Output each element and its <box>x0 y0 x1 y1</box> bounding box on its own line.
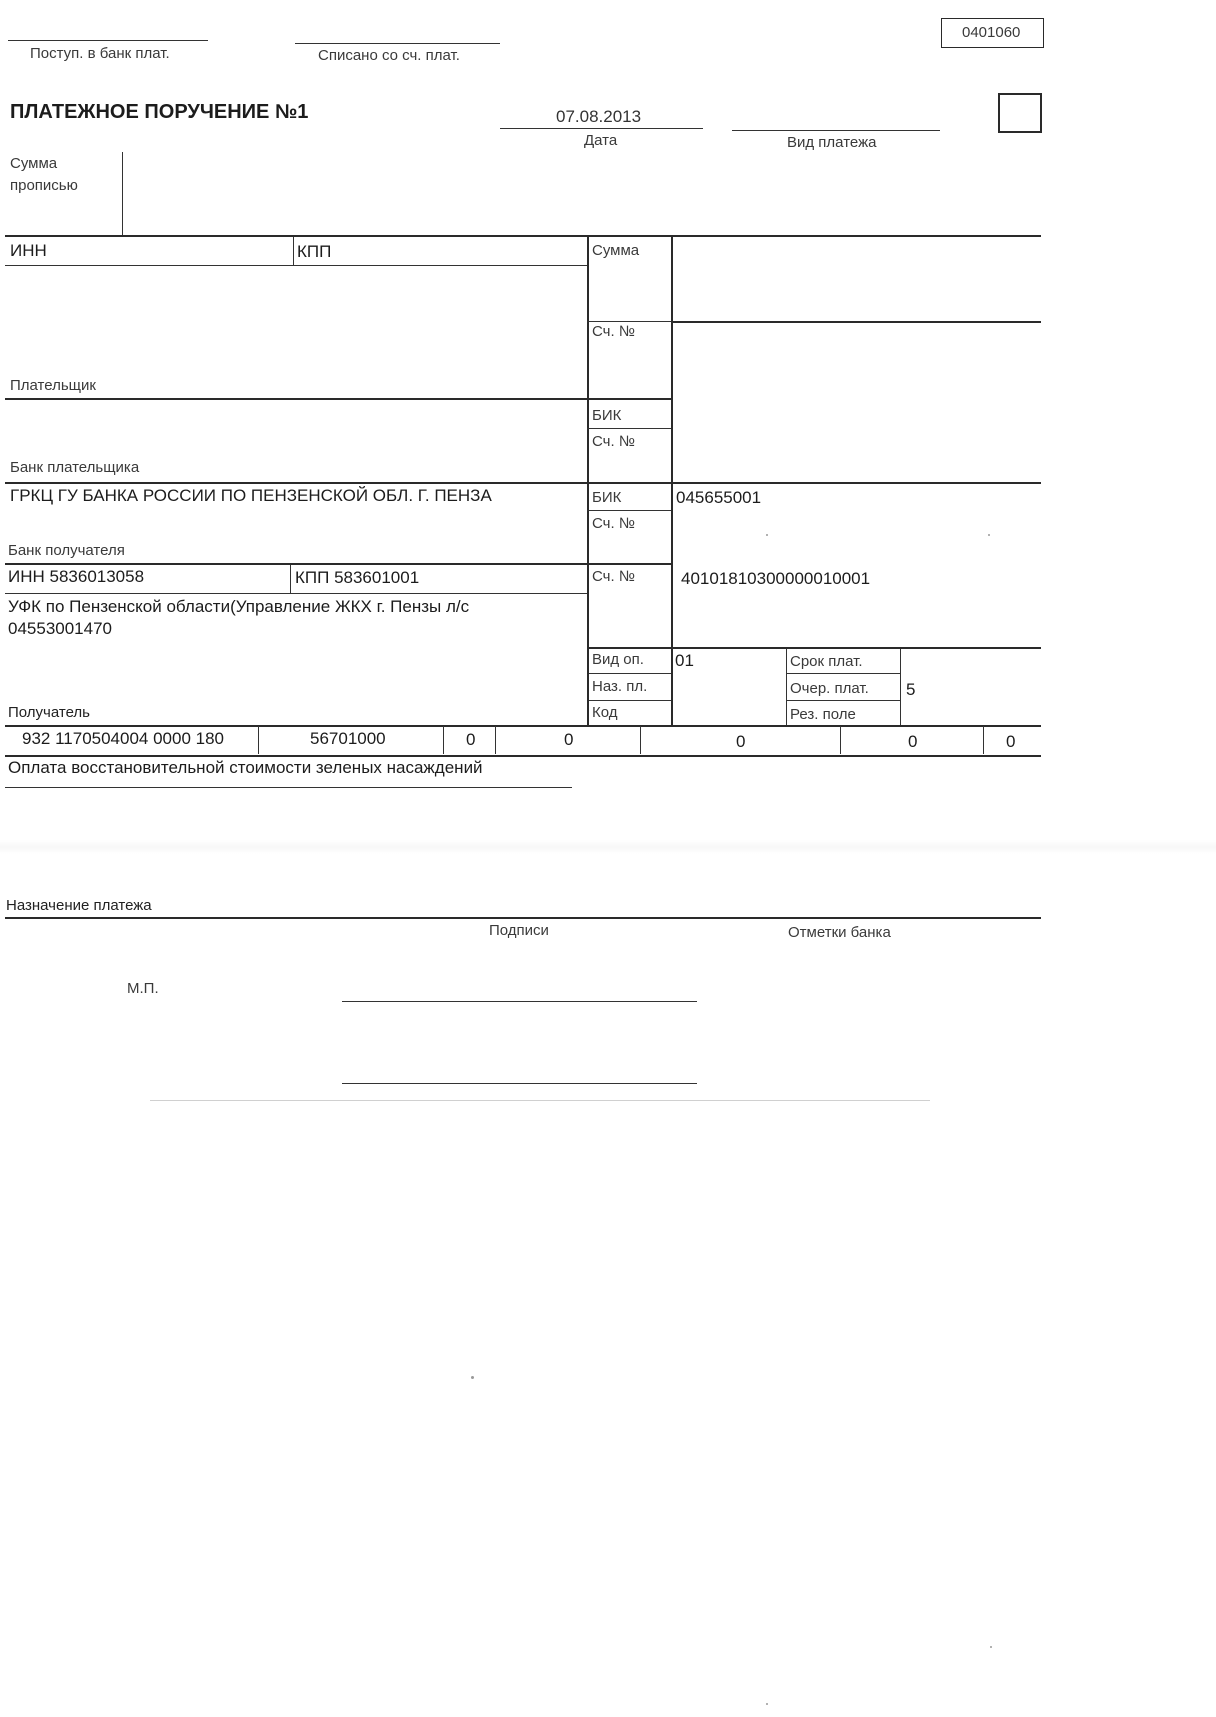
received-line <box>8 40 208 41</box>
vid-op-value: 01 <box>675 651 694 670</box>
form-code-box <box>941 18 1044 48</box>
payer-inn-label: ИНН <box>10 241 47 260</box>
payment-type-box <box>998 93 1042 133</box>
debited-line <box>295 43 500 44</box>
recipient-inn: ИНН 5836013058 <box>8 567 145 586</box>
payer-bik-label: БИК <box>592 407 622 424</box>
ocher-line <box>786 700 900 701</box>
date-label: Дата <box>584 132 618 149</box>
amount-words-divider <box>122 152 123 235</box>
recipient-name-line1: УФК по Пензенской области(Управление ЖКХ г. Пензы л/с <box>8 597 470 616</box>
recipient-bik-value: 045655001 <box>676 488 762 507</box>
sum-row-line <box>671 321 1041 323</box>
recipient-label: Получатель <box>8 704 90 721</box>
amount-words-bottom-line <box>5 235 1041 237</box>
budget-divider-4 <box>640 726 641 754</box>
budget-basis: 0 <box>466 730 476 749</box>
payer-bik-line <box>587 428 671 429</box>
payer-inn-kpp-divider <box>293 237 294 265</box>
bank-marks-label: Отметки банка <box>788 924 891 941</box>
stamp-label: М.П. <box>127 980 159 997</box>
scan-speck <box>990 1646 992 1648</box>
scan-speck <box>988 534 990 536</box>
operation-label-border <box>671 647 673 727</box>
recipient-bank-label: Банк получателя <box>8 542 125 559</box>
vid-op-label: Вид оп. <box>592 651 644 668</box>
budget-row-top-line <box>5 725 1041 727</box>
scan-speck <box>471 1376 474 1379</box>
kod-label: Код <box>592 704 618 721</box>
document-title: ПЛАТЕЖНОЕ ПОРУЧЕНИЕ №1 <box>10 101 309 123</box>
srok-line <box>786 673 900 674</box>
budget-okato: 56701000 <box>310 729 386 748</box>
scan-speck <box>766 1703 768 1705</box>
form-code: 0401060 <box>962 24 1021 41</box>
payer-bottom-line <box>5 398 671 400</box>
ocher-value: 5 <box>906 680 916 699</box>
debited-label: Списано со сч. плат. <box>318 47 460 64</box>
recipient-account-label: Сч. № <box>592 568 635 585</box>
srok-right-border <box>900 649 901 727</box>
purpose-label: Назначение платежа <box>6 897 152 914</box>
recipient-name-line2: 04553001470 <box>8 619 113 638</box>
payer-inn-row-line <box>5 265 587 266</box>
label-column-left-border <box>587 237 589 647</box>
budget-divider-5 <box>840 726 841 754</box>
naz-pl-line <box>587 700 671 701</box>
scan-fold <box>0 840 1216 854</box>
recipient-bank-name: ГРКЦ ГУ БАНКА РОССИИ ПО ПЕНЗЕНСКОЙ ОБЛ. Г. ПЕНЗА <box>10 486 492 505</box>
budget-payment-type: 0 <box>1006 732 1016 751</box>
form-cutoff-line <box>150 1100 930 1101</box>
budget-doc-number: 0 <box>736 732 746 751</box>
recipient-inn-row-line <box>5 593 587 594</box>
budget-period: 0 <box>564 730 574 749</box>
budget-row-bottom-line <box>5 755 1041 757</box>
budget-divider-1 <box>258 726 259 754</box>
recipient-account-value: 40101810300000010001 <box>681 569 871 588</box>
operation-top-line <box>587 647 1041 649</box>
payment-type-line <box>732 130 940 131</box>
signature-line-2 <box>342 1083 697 1084</box>
budget-kbk: 932 1170504004 0000 180 <box>22 729 224 748</box>
purpose-text: Оплата восстановительной стоимости зеленых насаждений <box>8 758 483 777</box>
scan-speck <box>766 534 768 536</box>
payer-bank-bottom-line <box>5 482 1041 484</box>
payer-bank-label: Банк плательщика <box>10 459 140 476</box>
budget-divider-2 <box>443 726 444 754</box>
vid-op-line <box>587 673 671 674</box>
operation-left-border <box>587 647 589 727</box>
naz-pl-label: Наз. пл. <box>592 678 648 695</box>
srok-label: Срок плат. <box>790 653 863 670</box>
budget-doc-date: 0 <box>908 732 918 751</box>
recipient-inn-kpp-divider <box>290 565 291 593</box>
payer-bank-account-label: Сч. № <box>592 433 635 450</box>
amount-words-label-1: Сумма <box>10 155 58 172</box>
label-column-right-border <box>671 237 673 647</box>
ocher-label: Очер. плат. <box>790 680 869 697</box>
recipient-bank-account-label: Сч. № <box>592 515 635 532</box>
date-value: 07.08.2013 <box>556 107 642 126</box>
received-label: Поступ. в банк плат. <box>30 45 170 62</box>
payer-account-label: Сч. № <box>592 323 635 340</box>
purpose-bottom-line <box>5 917 1041 919</box>
sum-label-line <box>587 321 671 322</box>
date-line <box>500 128 703 129</box>
recipient-bik-line <box>587 510 671 511</box>
srok-left-border <box>786 649 787 727</box>
purpose-text-underline <box>5 787 572 788</box>
payment-type-label: Вид платежа <box>787 134 877 151</box>
payer-kpp-label: КПП <box>297 242 332 261</box>
signature-line-1 <box>342 1001 697 1002</box>
recipient-bank-bottom-line <box>5 563 671 565</box>
sum-label: Сумма <box>592 242 640 259</box>
recipient-kpp: КПП 583601001 <box>295 568 420 587</box>
recipient-bik-label: БИК <box>592 489 622 506</box>
signatures-label: Подписи <box>489 922 549 939</box>
budget-divider-3 <box>495 726 496 754</box>
budget-divider-6 <box>983 726 984 754</box>
rez-label: Рез. поле <box>790 706 856 723</box>
payer-label: Плательщик <box>10 377 96 394</box>
amount-words-label-2: прописью <box>10 177 78 194</box>
